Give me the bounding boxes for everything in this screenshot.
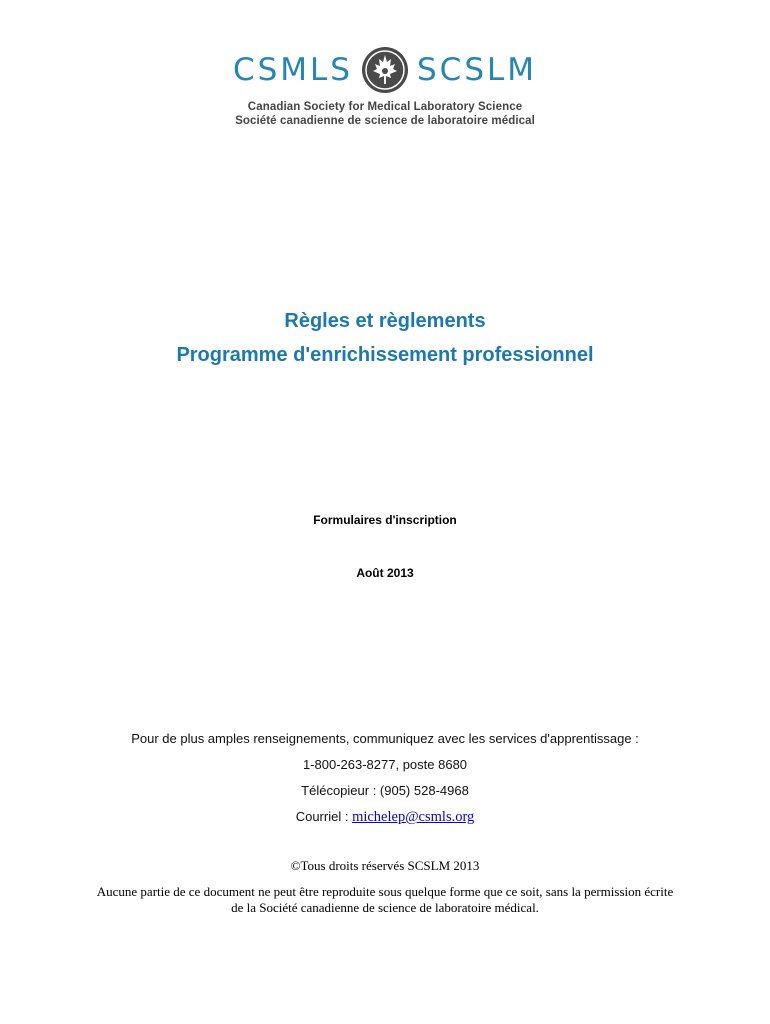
contact-fax: Télécopieur : (905) 528-4968 (301, 783, 469, 798)
maple-leaf-seal-icon (361, 46, 409, 94)
title-line-1: Règles et règlements (284, 310, 486, 332)
document-title (0, 306, 770, 370)
contact-intro: Pour de plus amples renseignements, communiquez avec les services d'apprentissage : (131, 731, 639, 746)
logo-subtitle-en: Canadian Society for Medical Laboratory Science (247, 101, 523, 113)
forms-heading: Formulaires d'inscription (313, 513, 457, 527)
title-line-2: Programme d'enrichissement professionnel (176, 344, 594, 366)
reproduction-notice: Aucune partie de ce document ne peut être reproduite sous quelque forme que ce soit, sans la permission écrite de la Société canadienne de science de laboratoire médical. (96, 884, 674, 915)
email-label: Courriel : (295, 809, 353, 824)
logo-subtitle-fr: Société canadienne de science de laboratoire médical (235, 115, 535, 127)
logo-right-word: SCSLM (417, 52, 538, 88)
contact-phone: 1-800-263-8277, poste 8680 (302, 757, 468, 772)
logo-left-word: CSMLS (232, 52, 353, 88)
contact-block (0, 726, 770, 830)
contact-email-line (0, 804, 770, 830)
logo (0, 40, 770, 128)
email-link[interactable]: michelep@csmls.org (352, 809, 475, 825)
logo-row (0, 40, 770, 100)
copyright: ©Tous droits réservés SCSLM 2013 (290, 858, 480, 873)
document-date: Août 2013 (356, 566, 414, 580)
